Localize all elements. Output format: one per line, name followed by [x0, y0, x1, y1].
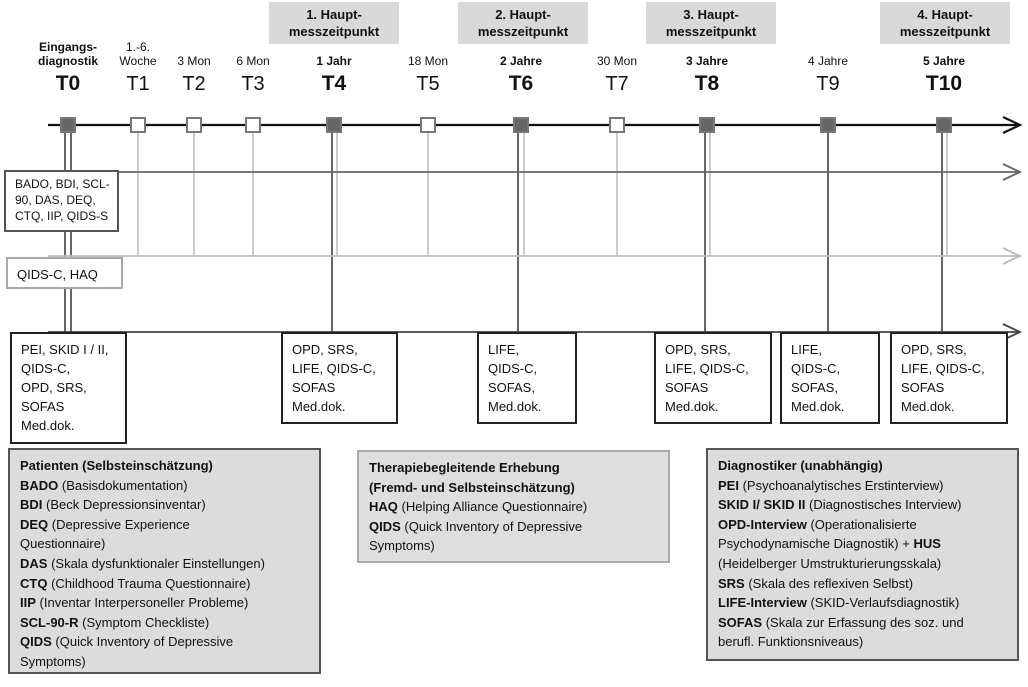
box-self-report-t0: BADO, BDI, SCL- 90, DAS, DEQ, CTQ, IIP, QIDS-S — [4, 170, 119, 232]
legend-item-desc: (Quick Inventory of Depressive Symptoms) — [369, 518, 583, 554]
timepoint-t1-caption: 1.-6. Woche — [119, 40, 157, 68]
legend-item-abbr: LIFE-Interview — [718, 595, 807, 611]
legend-item-desc: (Quick Inventory of Depressive Symptoms) — [20, 634, 234, 669]
legend-item-abbr: IIP — [20, 595, 36, 611]
legend-item — [20, 613, 313, 633]
legend-therapy — [357, 450, 670, 563]
legend-item — [718, 574, 1011, 594]
marker-t8 — [700, 118, 714, 132]
timepoint-t5-label: T5 — [416, 73, 440, 95]
box-diagnostic-t8: OPD, SRS, LIFE, QIDS-C, SOFAS Med.dok. — [654, 332, 772, 424]
phase-label-4: 4. Haupt- messzeitpunkt — [880, 2, 1010, 44]
legend-item-desc: (Skala zur Erfassung des soz. und berufl. Funktionsniveaus) — [718, 614, 964, 650]
legend-item — [20, 554, 313, 574]
marker-t4 — [327, 118, 341, 132]
timepoint-t0-label: T0 — [55, 72, 81, 95]
box-diagnostic-t4: OPD, SRS, LIFE, QIDS-C, SOFAS Med.dok. — [281, 332, 398, 424]
marker-t0 — [61, 118, 75, 132]
legend-item-desc: (Skala des reflexiven Selbst) — [744, 575, 914, 591]
legend-item-abbr: BDI — [20, 497, 43, 513]
timepoint-t9-caption: 4 Jahre — [807, 54, 849, 68]
legend-item — [369, 517, 662, 556]
legend-item-abbr: PEI — [718, 477, 739, 493]
legend-item-desc: (Heidelberger Umstrukturierungsskala) — [718, 555, 942, 571]
timepoint-t7-label: T7 — [605, 73, 629, 95]
legend-item-abbr: HAQ — [369, 499, 398, 515]
timepoint-t4-label: T4 — [321, 72, 347, 95]
legend-item — [20, 574, 313, 594]
timepoint-t6-label: T6 — [508, 72, 534, 95]
legend-item-abbr: QIDS — [20, 634, 52, 650]
legend-item-abbr: SKID I/ SKID II — [718, 497, 806, 513]
legend-item — [20, 515, 313, 554]
box-diagnostic-t6: LIFE, QIDS-C, SOFAS, Med.dok. — [477, 332, 577, 424]
legend-item — [20, 495, 313, 515]
legend-item-abbr: BADO — [20, 477, 59, 493]
legend-item-abbr: SOFAS — [718, 614, 763, 630]
legend-item-abbr: QIDS — [369, 518, 401, 534]
legend-diagnostic — [706, 448, 1019, 661]
marker-t9 — [821, 118, 835, 132]
legend-item-desc: (Inventar Interpersoneller Probleme) — [35, 595, 249, 611]
legend-item — [718, 593, 1011, 613]
marker-t10 — [937, 118, 951, 132]
box-diagnostic-t10: OPD, SRS, LIFE, QIDS-C, SOFAS Med.dok. — [890, 332, 1008, 424]
marker-t2 — [187, 118, 201, 132]
legend-item-desc: (Skala dysfunktionaler Einstellungen) — [47, 555, 265, 571]
legend-item-desc: (Depressive Experience Questionnaire) — [20, 516, 190, 552]
legend-item-desc: (Basisdokumentation) — [58, 477, 188, 493]
phase-label-3: 3. Haupt- messzeitpunkt — [646, 2, 776, 44]
timepoint-t1-label: T1 — [126, 73, 150, 95]
legend-item — [718, 476, 1011, 496]
phase-label-1: 1. Haupt- messzeitpunkt — [269, 2, 399, 44]
legend-item — [20, 476, 313, 496]
timepoint-t10-label: T10 — [925, 72, 963, 95]
timepoint-t8-caption: 3 Jahre — [685, 54, 729, 68]
timepoint-t8-label: T8 — [694, 72, 720, 95]
box-diagnostic-t9: LIFE, QIDS-C, SOFAS, Med.dok. — [780, 332, 880, 424]
legend-item-abbr: CTQ — [20, 575, 48, 591]
legend-item-abbr: SCL-90-R — [20, 614, 79, 630]
legend-diagnostic-title: Diagnostiker (unabhängig) — [718, 458, 883, 473]
legend-item-desc: (Beck Depressionsinventar) — [42, 497, 206, 513]
legend-item — [718, 495, 1011, 515]
legend-item — [20, 593, 313, 613]
timepoint-t6-caption: 2 Jahre — [499, 54, 543, 68]
legend-item-abbr: DAS — [20, 555, 48, 571]
phase-label-2: 2. Haupt- messzeitpunkt — [458, 2, 588, 44]
legend-patients — [8, 448, 321, 674]
legend-patients-title: Patienten (Selbsteinschätzung) — [20, 458, 213, 473]
legend-item-desc: (Childhood Trauma Questionnaire) — [47, 575, 251, 591]
legend-item — [20, 632, 313, 671]
timepoint-t4-caption: 1 Jahr — [316, 54, 352, 68]
timepoint-t0-caption: Eingangs- diagnostik — [37, 40, 98, 68]
legend-therapy-title: Therapiebegleitende Erhebung (Fremd- und Selbsteinschätzung) — [369, 460, 575, 495]
legend-item-abbr: DEQ — [20, 516, 49, 532]
legend-item-desc: (Symptom Checkliste) — [78, 614, 210, 630]
timepoint-t5-caption: 18 Mon — [407, 54, 449, 68]
marker-t5 — [421, 118, 435, 132]
timepoint-t7-caption: 30 Mon — [596, 54, 638, 68]
legend-item-desc: (Operationalisierte Psychodynamische Diagnostik) + — [718, 516, 917, 552]
marker-t7 — [610, 118, 624, 132]
marker-t1 — [131, 118, 145, 132]
legend-item-desc: (Diagnostisches Interview) — [805, 497, 962, 513]
timepoint-t2-caption: 3 Mon — [177, 54, 211, 68]
timepoint-t2-label: T2 — [182, 73, 206, 95]
timepoint-t9-label: T9 — [816, 73, 840, 95]
legend-item — [718, 515, 1011, 574]
legend-item-abbr: HUS — [913, 536, 941, 552]
legend-item-desc: (SKID-Verlaufsdiagnostik) — [806, 595, 960, 611]
legend-item — [369, 497, 662, 517]
box-diagnostic-t0: PEI, SKID I / II, QIDS-C, OPD, SRS, SOFAS Med.dok. — [10, 332, 127, 444]
legend-item-abbr: OPD-Interview — [718, 516, 807, 532]
box-therapy-ongoing: QIDS-C, HAQ — [6, 257, 123, 289]
marker-t3 — [246, 118, 260, 132]
timepoint-t3-caption: 6 Mon — [236, 54, 270, 68]
legend-item-desc: (Helping Alliance Questionnaire) — [397, 499, 588, 515]
legend-item — [718, 613, 1011, 652]
timepoint-t10-caption: 5 Jahre — [922, 54, 966, 68]
marker-t6 — [514, 118, 528, 132]
legend-item-desc: (Psychoanalytisches Erstinterview) — [738, 477, 944, 493]
timepoint-t3-label: T3 — [241, 73, 265, 95]
legend-item-abbr: SRS — [718, 575, 745, 591]
